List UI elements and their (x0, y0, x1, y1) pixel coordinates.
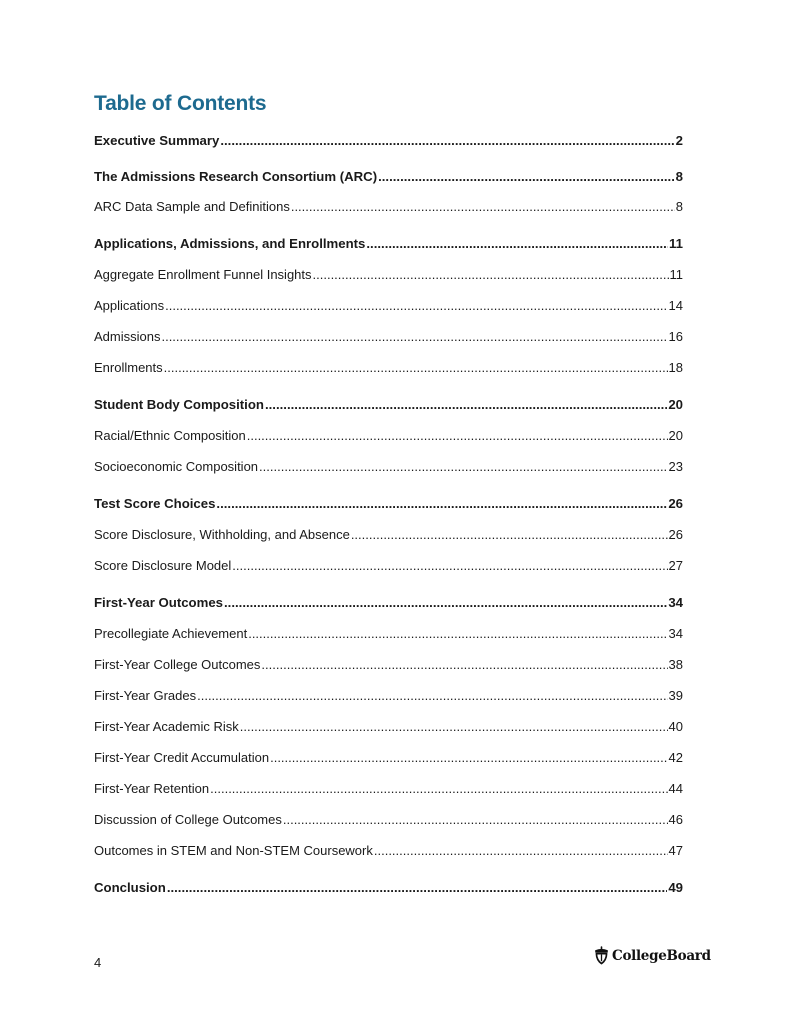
toc-entry-label: First-Year Outcomes (94, 595, 223, 610)
toc-section-row[interactable] (94, 236, 683, 258)
toc-entry-page: 2 (675, 133, 683, 148)
toc-entry-page: 8 (675, 169, 683, 184)
table-of-contents (94, 133, 683, 902)
toc-entry-label: First-Year Credit Accumulation (94, 750, 270, 765)
toc-dot-leader (259, 459, 668, 474)
toc-section-row[interactable] (94, 595, 683, 617)
toc-entry-label: Outcomes in STEM and Non-STEM Coursework (94, 843, 373, 858)
toc-dot-leader (161, 329, 667, 344)
toc-subsection-row[interactable] (94, 298, 683, 320)
toc-subsection-row[interactable] (94, 459, 683, 481)
toc-entry-label: Enrollments (94, 360, 163, 375)
toc-dot-leader (378, 169, 675, 184)
toc-entry-label: The Admissions Research Consortium (ARC) (94, 169, 378, 184)
toc-dot-leader (374, 843, 668, 858)
toc-entry-page: 38 (668, 657, 683, 672)
page-title: Table of Contents (94, 92, 267, 115)
toc-entry-label: Discussion of College Outcomes (94, 812, 282, 827)
toc-dot-leader (265, 397, 667, 412)
collegeboard-logo (594, 946, 711, 965)
toc-entry-page: 46 (668, 812, 683, 827)
toc-entry-page: 20 (668, 428, 683, 443)
toc-dot-leader (216, 496, 667, 511)
toc-subsection-row[interactable] (94, 199, 683, 221)
toc-dot-leader (210, 781, 667, 796)
toc-entry-page: 34 (668, 595, 683, 610)
toc-entry-label: Socioeconomic Composition (94, 459, 259, 474)
toc-entry-page: 26 (668, 527, 683, 542)
toc-dot-leader (240, 719, 668, 734)
toc-dot-leader (313, 267, 669, 282)
toc-subsection-row[interactable] (94, 558, 683, 580)
toc-entry-page: 8 (675, 199, 683, 214)
toc-entry-label: Aggregate Enrollment Funnel Insights (94, 267, 312, 282)
toc-entry-label: Applications, Admissions, and Enrollments (94, 236, 366, 251)
toc-entry-label: Conclusion (94, 880, 166, 895)
toc-entry-label: Applications (94, 298, 165, 313)
toc-subsection-row[interactable] (94, 428, 683, 450)
toc-entry-label: Racial/Ethnic Composition (94, 428, 246, 443)
toc-subsection-row[interactable] (94, 843, 683, 865)
toc-entry-label: First-Year Academic Risk (94, 719, 239, 734)
toc-entry-page: 34 (668, 626, 683, 641)
toc-subsection-row[interactable] (94, 657, 683, 679)
toc-entry-page: 20 (668, 397, 683, 412)
toc-section-row[interactable] (94, 133, 683, 155)
logo-text: CollegeBoard (612, 947, 711, 964)
toc-section-row[interactable] (94, 880, 683, 902)
toc-entry-label: Test Score Choices (94, 496, 216, 511)
toc-entry-page: 11 (669, 236, 683, 251)
toc-entry-page: 27 (668, 558, 683, 573)
toc-subsection-row[interactable] (94, 527, 683, 549)
toc-dot-leader (270, 750, 667, 765)
toc-entry-page: 40 (668, 719, 683, 734)
toc-dot-leader (167, 880, 668, 895)
toc-entry-label: Student Body Composition (94, 397, 264, 412)
toc-entry-page: 26 (668, 496, 683, 511)
toc-dot-leader (291, 199, 675, 214)
toc-dot-leader (164, 360, 668, 375)
toc-entry-page: 16 (668, 329, 683, 344)
acorn-icon (594, 946, 609, 965)
toc-subsection-row[interactable] (94, 267, 683, 289)
toc-subsection-row[interactable] (94, 750, 683, 772)
toc-entry-label: First-Year Grades (94, 688, 197, 703)
toc-dot-leader (351, 527, 668, 542)
toc-dot-leader (248, 626, 667, 641)
toc-entry-label: Score Disclosure, Withholding, and Absence (94, 527, 350, 542)
toc-dot-leader (261, 657, 667, 672)
toc-subsection-row[interactable] (94, 688, 683, 710)
toc-subsection-row[interactable] (94, 781, 683, 803)
toc-entry-page: 47 (668, 843, 683, 858)
toc-dot-leader (366, 236, 668, 251)
toc-entry-page: 42 (668, 750, 683, 765)
toc-dot-leader (224, 595, 667, 610)
toc-entry-page: 23 (668, 459, 683, 474)
toc-section-row[interactable] (94, 169, 683, 191)
toc-section-row[interactable] (94, 496, 683, 518)
toc-entry-label: First-Year Retention (94, 781, 210, 796)
page-number: 4 (94, 955, 102, 970)
toc-entry-page: 18 (668, 360, 683, 375)
toc-entry-label: First-Year College Outcomes (94, 657, 261, 672)
toc-entry-label: Admissions (94, 329, 161, 344)
toc-subsection-row[interactable] (94, 626, 683, 648)
toc-dot-leader (165, 298, 667, 313)
toc-subsection-row[interactable] (94, 360, 683, 382)
toc-entry-label: Precollegiate Achievement (94, 626, 248, 641)
toc-entry-page: 11 (669, 267, 683, 282)
toc-entry-page: 44 (668, 781, 683, 796)
toc-entry-page: 49 (668, 880, 683, 895)
toc-entry-page: 39 (668, 688, 683, 703)
toc-entry-label: Score Disclosure Model (94, 558, 232, 573)
toc-dot-leader (247, 428, 668, 443)
toc-section-row[interactable] (94, 397, 683, 419)
toc-subsection-row[interactable] (94, 812, 683, 834)
toc-dot-leader (283, 812, 668, 827)
toc-entry-label: ARC Data Sample and Definitions (94, 199, 290, 214)
toc-entry-page: 14 (668, 298, 683, 313)
toc-entry-label: Executive Summary (94, 133, 220, 148)
toc-dot-leader (197, 688, 667, 703)
toc-subsection-row[interactable] (94, 719, 683, 741)
toc-dot-leader (220, 133, 674, 148)
toc-dot-leader (232, 558, 667, 573)
toc-subsection-row[interactable] (94, 329, 683, 351)
